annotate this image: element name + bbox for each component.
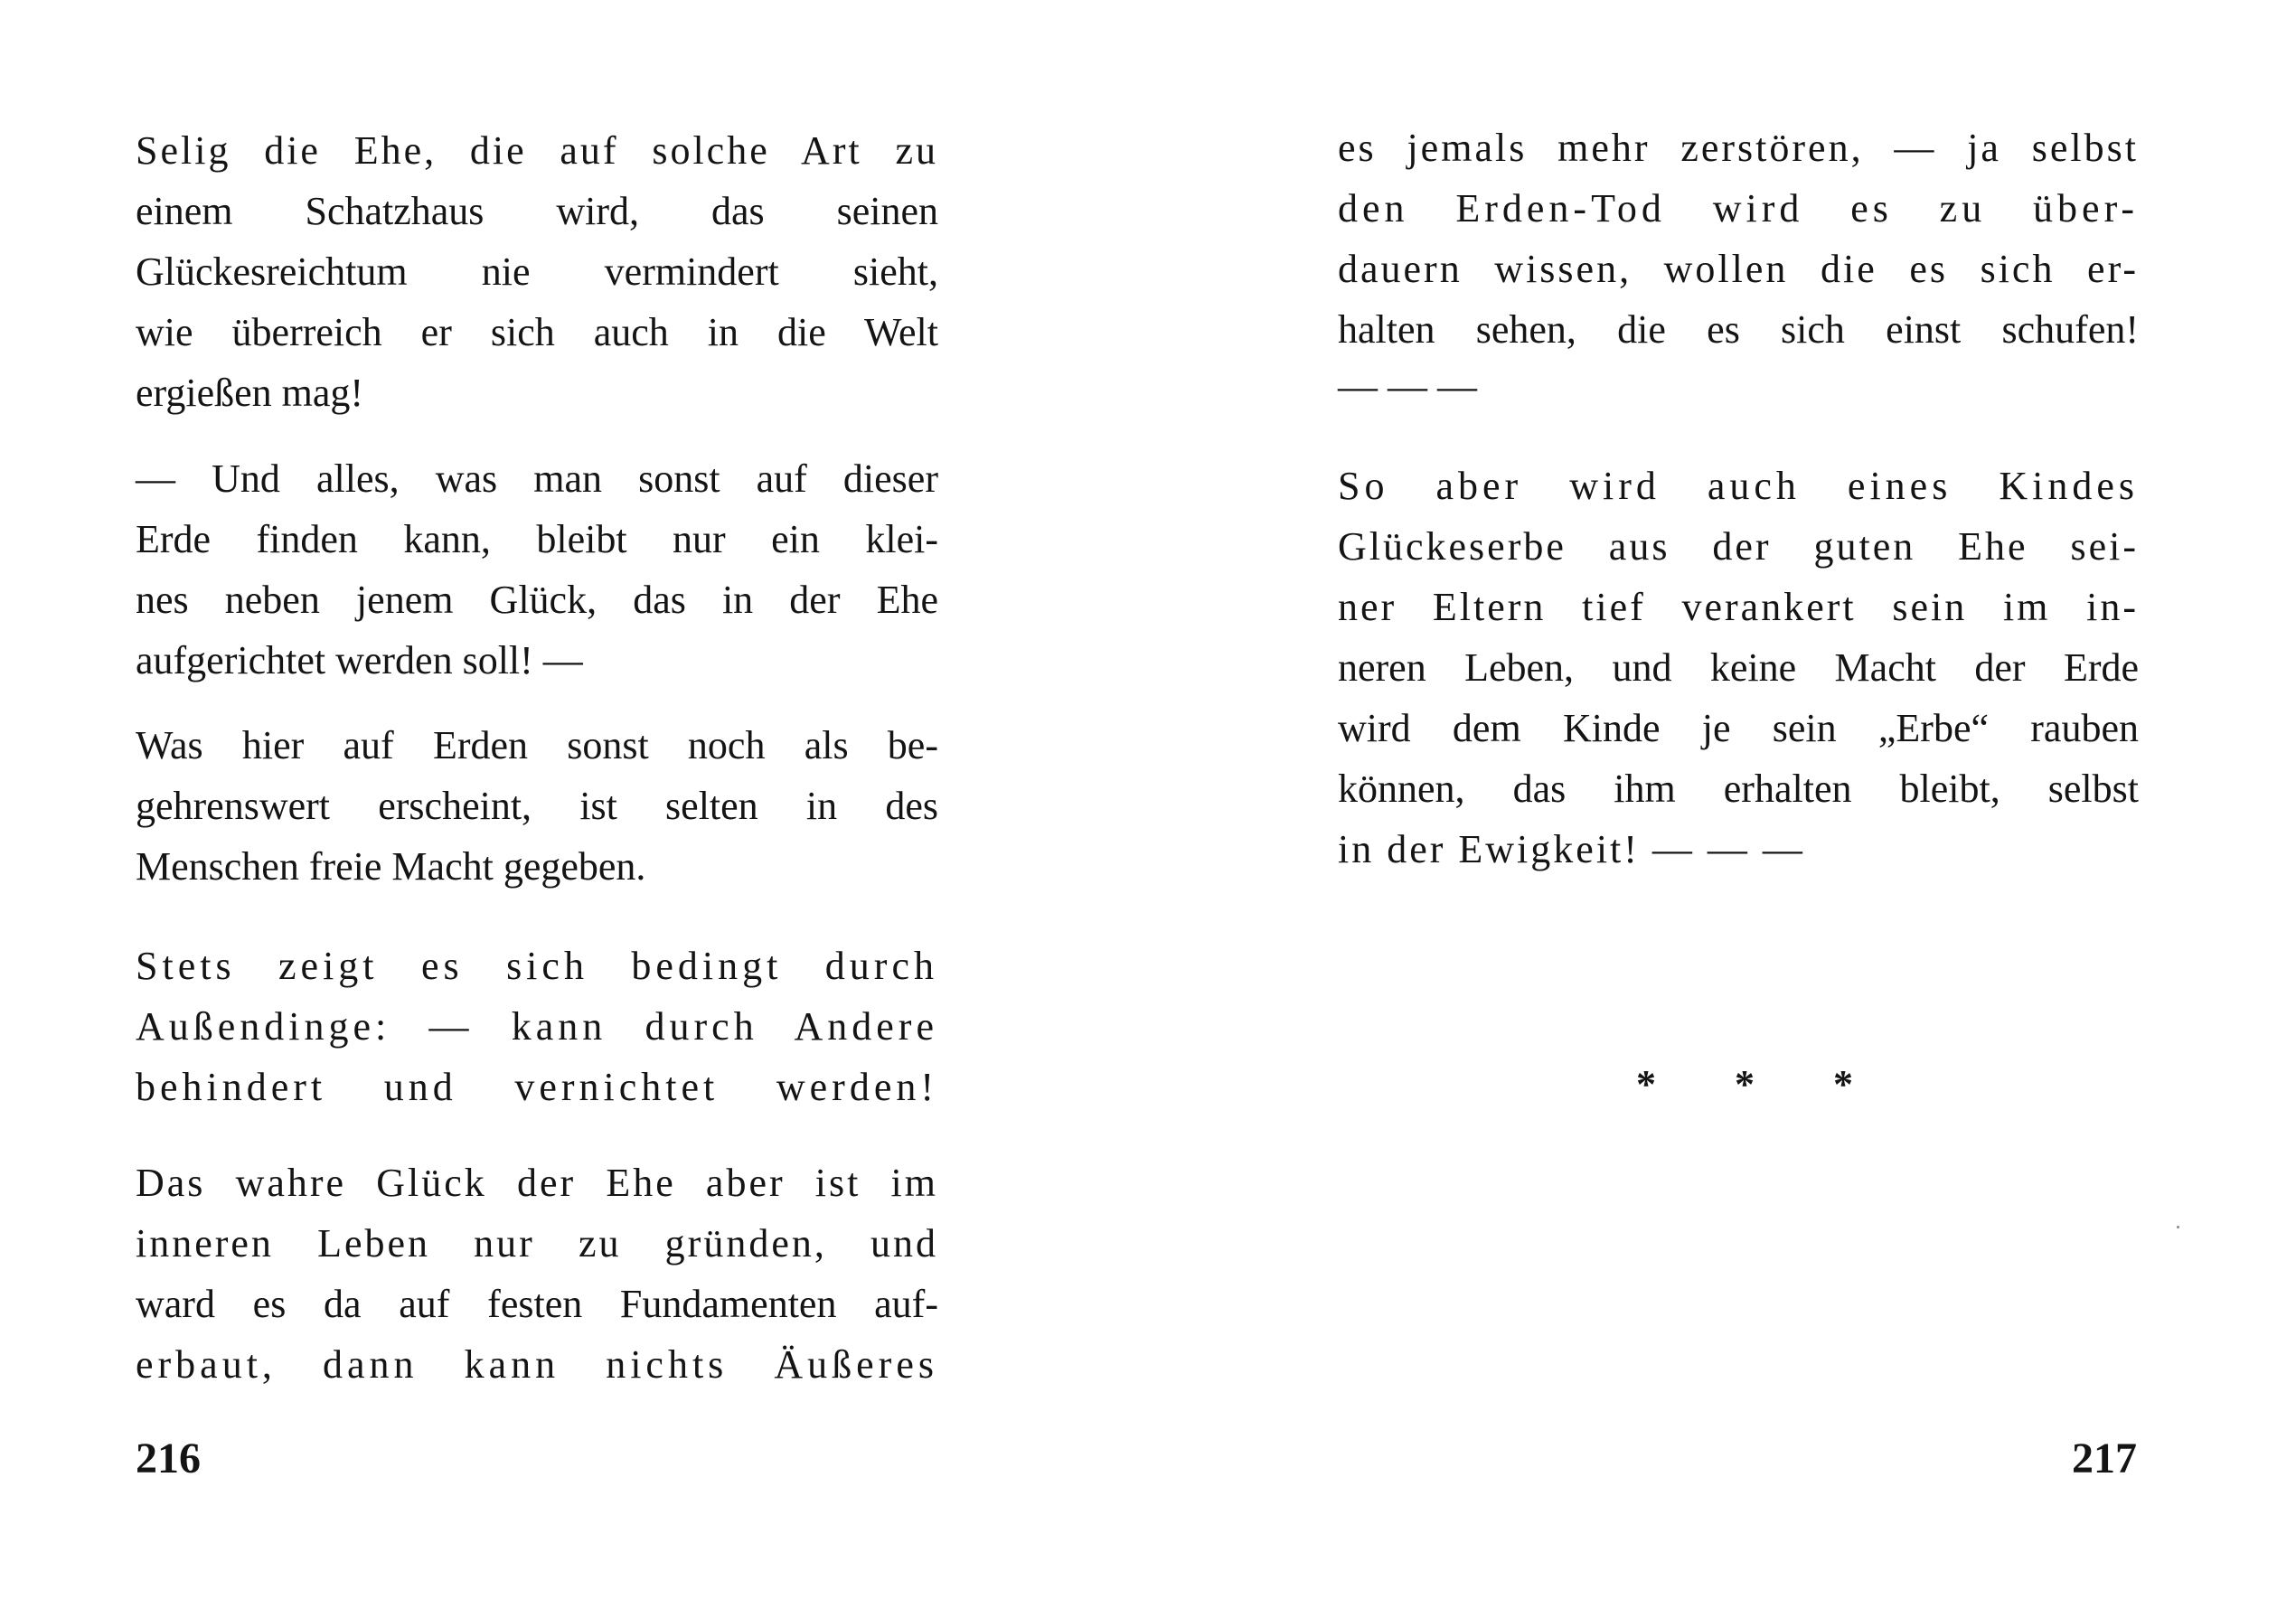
text-line: es jemals mehr zerstören, — ja selbst bbox=[1338, 126, 2139, 170]
right-page bbox=[1148, 0, 2296, 1609]
asterisk-ornament: * bbox=[1636, 1062, 1656, 1106]
text-line: inneren Leben nur zu gründen, und bbox=[136, 1221, 938, 1266]
asterisk-ornament: * bbox=[1735, 1062, 1755, 1106]
text-line: ner Eltern tief verankert sein im in- bbox=[1338, 585, 2139, 629]
text-line: Glückesreichtum nie vermindert sieht, bbox=[136, 249, 938, 294]
scan-speck bbox=[2177, 1226, 2179, 1228]
text-line: Glückeserbe aus der guten Ehe sei- bbox=[1338, 524, 2139, 569]
text-line: erbaut, dann kann nichts Äußeres bbox=[136, 1342, 938, 1387]
text-line: gehrenswert erscheint, ist selten in des bbox=[136, 784, 938, 828]
text-line: ergießen mag! bbox=[136, 371, 364, 415]
text-line: in der Ewigkeit! — — — bbox=[1338, 827, 1805, 871]
text-line: aufgerichtet werden soll! — bbox=[136, 638, 583, 682]
text-line: behindert und vernichtet werden! bbox=[136, 1065, 938, 1109]
text-line: Selig die Ehe, die auf solche Art zu bbox=[136, 128, 938, 173]
text-line: ward es da auf festen Fundamenten auf- bbox=[136, 1282, 938, 1326]
text-line: Das wahre Glück der Ehe aber ist im bbox=[136, 1161, 938, 1205]
page-number: 216 bbox=[136, 1435, 201, 1482]
text-line: den Erden-Tod wird es zu über- bbox=[1338, 186, 2139, 231]
text-line: — Und alles, was man sonst auf dieser bbox=[136, 456, 938, 501]
text-line: So aber wird auch eines Kindes bbox=[1338, 464, 2139, 508]
text-line: neren Leben, und keine Macht der Erde bbox=[1338, 645, 2139, 690]
text-line: Was hier auf Erden sonst noch als be- bbox=[136, 723, 938, 767]
text-line: halten sehen, die es sich einst schufen! bbox=[1338, 307, 2139, 352]
text-line: Erde finden kann, bleibt nur ein klei- bbox=[136, 517, 938, 561]
text-line: nes neben jenem Glück, das in der Ehe bbox=[136, 578, 938, 622]
text-line: Menschen freie Macht gegeben. bbox=[136, 844, 646, 889]
text-line: Stets zeigt es sich bedingt durch bbox=[136, 944, 938, 988]
text-line: Außendinge: — kann durch Andere bbox=[136, 1004, 938, 1049]
text-line: wird dem Kinde je sein „Erbe“ rauben bbox=[1338, 706, 2139, 750]
text-line: einem Schatzhaus wird, das seinen bbox=[136, 189, 938, 233]
section-ornament bbox=[1636, 1062, 1853, 1106]
asterisk-ornament: * bbox=[1833, 1062, 1853, 1106]
text-line: — — — bbox=[1338, 364, 1477, 409]
text-line: können, das ihm erhalten bleibt, selbst bbox=[1338, 767, 2139, 811]
page-number: 217 bbox=[2072, 1435, 2137, 1482]
text-line: dauern wissen, wollen die es sich er- bbox=[1338, 247, 2139, 291]
text-line: wie überreich er sich auch in die Welt bbox=[136, 310, 938, 354]
